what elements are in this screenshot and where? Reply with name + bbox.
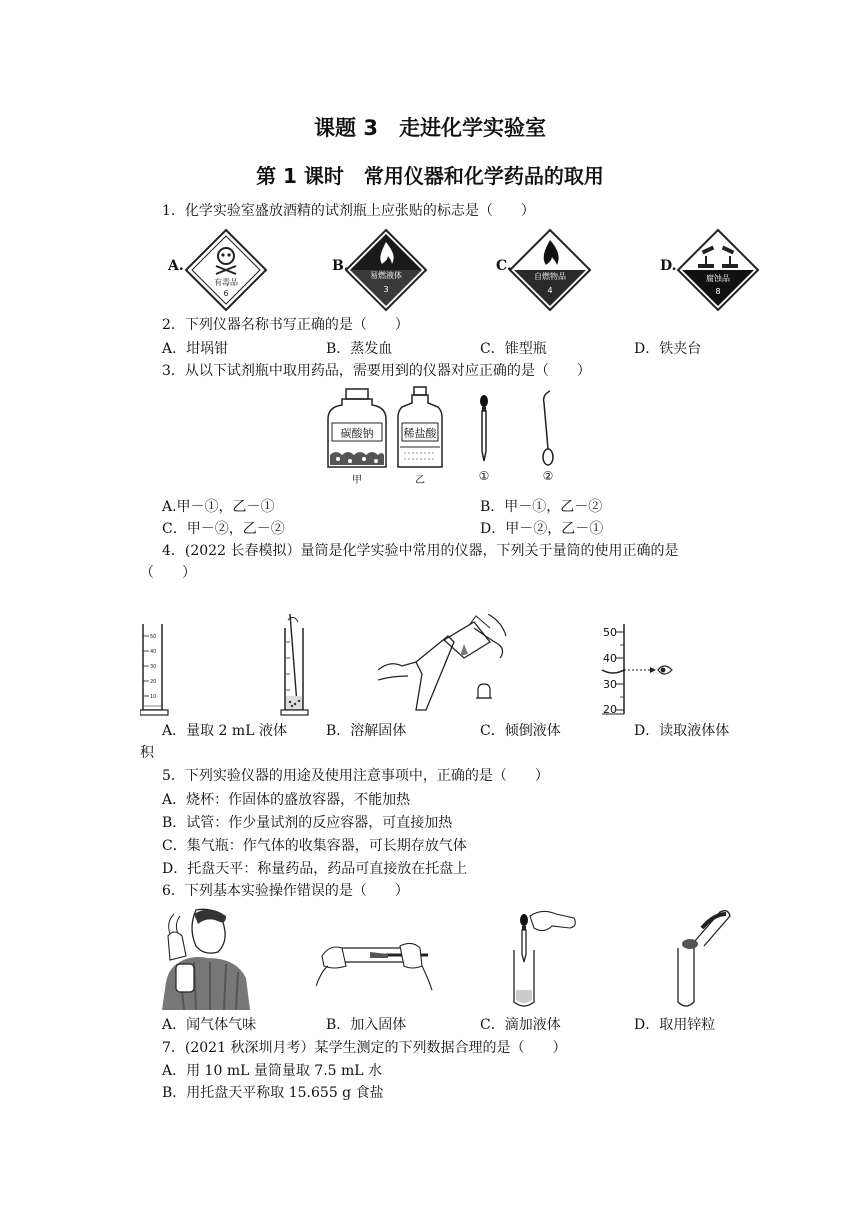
bottle-label-1: 碳酸钠 [340, 427, 374, 440]
q3-stem: 3．从以下试剂瓶中取用药品，需要用到的仪器对应正确的是（ ） [162, 363, 591, 379]
q2-option-d: D．铁夹台 [634, 341, 702, 357]
reading-volume-illustration [600, 620, 680, 718]
q6-option-a: A．闻气体气味 [162, 1017, 257, 1033]
bottle-caption-2: 乙 [415, 475, 425, 486]
dropping-liquid-illustration [500, 906, 580, 1010]
q7-option-b: B．用托盘天平称取 15.655 g 食盐 [162, 1085, 384, 1101]
q1-label-d: D. [660, 258, 677, 274]
spontaneous-combustion-sign [508, 228, 592, 312]
q4-option-d-wrap: 积 [140, 745, 154, 761]
bottle-label-2: 稀盐酸 [403, 427, 437, 440]
page-title: 课题 3 走进化学实验室 [314, 116, 546, 140]
q2-option-a: A．坩埚钳 [162, 341, 229, 357]
narrow-mouth-bottle [398, 387, 442, 467]
svg-text:10: 10 [150, 694, 157, 700]
q1-label-b: B. [332, 258, 349, 274]
q4-stem-line1: 4．(2022 长春模拟）量筒是化学实验中常用的仪器，下列关于量筒的使用正确的是 [162, 543, 679, 559]
glass-rod-icon [290, 614, 297, 704]
scale-label-20: 20 [603, 703, 617, 716]
q7-stem: 7．(2021 秋深圳月考）某学生测定的下列数据合理的是（ ） [162, 1040, 567, 1056]
q6-option-c: C．滴加液体 [480, 1017, 561, 1033]
spoon-caption: ② [542, 469, 554, 483]
page-subtitle: 第 1 课时 常用仪器和化学药品的取用 [256, 164, 604, 188]
adding-solid-illustration [316, 926, 436, 996]
toxic-sign-text: 有毒品 [214, 278, 238, 287]
svg-text:40: 40 [150, 649, 157, 655]
toxic-sign-num: 6 [223, 289, 229, 298]
svg-text:50: 50 [150, 634, 157, 640]
q4-stem-line2: （ ） [140, 565, 196, 581]
test-tube-icon [678, 948, 694, 1006]
dropper-caption: ① [478, 469, 490, 483]
q4-option-a: A．量取 2 mL 液体 [162, 723, 287, 739]
q7-option-a: A．用 10 mL 量筒量取 7.5 mL 水 [162, 1063, 383, 1079]
flammable-sign-num: 3 [383, 285, 389, 294]
svg-text:20: 20 [150, 679, 157, 685]
q2-option-b: B．蒸发血 [326, 341, 393, 357]
q6-option-d: D．取用锌粒 [634, 1017, 716, 1033]
scale-label-40: 40 [603, 652, 617, 665]
q1-stem: 1．化学实验室盛放酒精的试剂瓶上应张贴的标志是（ ） [162, 203, 535, 219]
q3-figure [320, 385, 600, 493]
wide-mouth-bottle [328, 389, 386, 467]
q6-option-b: B．加入固体 [326, 1017, 407, 1033]
q3-option-d: D．甲－②，乙－① [480, 521, 604, 537]
scale-label-50: 50 [603, 626, 617, 639]
q6-stem: 6．下列基本实验操作错误的是（ ） [162, 883, 409, 899]
eye-icon [658, 666, 672, 674]
taking-zinc-illustration [666, 906, 736, 1010]
pouring-liquid-illustration [378, 614, 508, 718]
corrosive-sign [676, 228, 760, 312]
combustion-sign-text: 自燃物品 [534, 272, 566, 281]
q4-option-b: B．溶解固体 [326, 723, 407, 739]
toxic-sign [184, 228, 268, 312]
q2-option-c: C．锥型瓶 [480, 341, 547, 357]
q3-option-b: B．甲－①，乙－② [480, 499, 603, 515]
flammable-sign-text: 易燃液体 [370, 271, 402, 280]
q5-option-a: A．烧杯：作固体的盛放容器，不能加热 [162, 792, 411, 808]
q3-option-a: A.甲－①，乙－① [162, 499, 275, 515]
q1-label-a: A. [168, 258, 184, 274]
dropper-icon [522, 930, 526, 962]
bottle-caption-1: 甲 [352, 475, 362, 486]
q5-option-d: D．托盘天平：称量药品，药品可直接放在托盘上 [162, 861, 468, 877]
q3-option-c: C．甲－②，乙－② [162, 521, 285, 537]
dropper-icon [480, 395, 488, 461]
scale-label-30: 30 [603, 678, 617, 691]
stopper-icon [478, 684, 490, 698]
q5-stem: 5．下列实验仪器的用途及使用注意事项中，正确的是（ ） [162, 768, 549, 784]
smelling-gas-illustration [160, 906, 252, 1010]
q5-option-c: C．集气瓶：作气体的收集容器，可长期存放气体 [162, 838, 467, 854]
graduated-cylinder-b [280, 612, 310, 718]
gas-bottle-icon [176, 964, 194, 992]
q2-stem: 2．下列仪器名称书写正确的是（ ） [162, 317, 409, 333]
corrosive-sign-num: 8 [715, 287, 721, 296]
medicine-spoon-icon [543, 391, 553, 465]
q4-option-d: D．读取液体体 [634, 723, 730, 739]
flammable-liquid-sign [344, 228, 428, 312]
combustion-sign-num: 4 [547, 286, 553, 295]
graduated-cylinder-a [140, 612, 170, 718]
svg-text:30: 30 [150, 664, 157, 670]
q4-option-c: C．倾倒液体 [480, 723, 561, 739]
q1-label-c: C. [496, 258, 512, 274]
q5-option-b: B．试管：作少量试剂的反应容器，可直接加热 [162, 815, 453, 831]
corrosive-sign-text: 腐蚀品 [706, 274, 730, 283]
zinc-granule-icon [682, 939, 698, 949]
